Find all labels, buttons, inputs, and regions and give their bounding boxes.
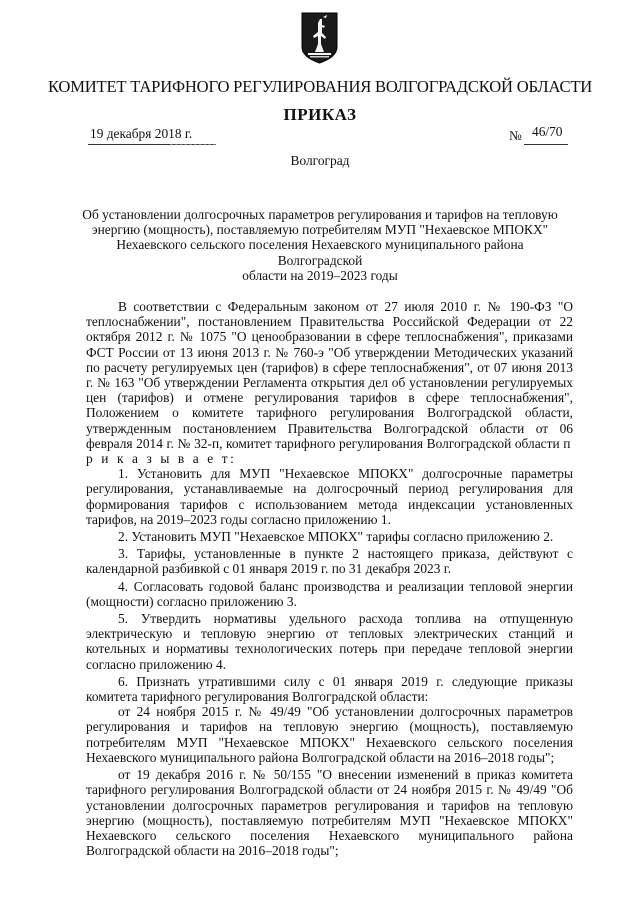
city: Волгоград bbox=[290, 153, 350, 168]
number-label: № bbox=[509, 128, 522, 143]
preamble-paragraph bbox=[86, 299, 573, 466]
subject-line: Нехаевского сельского поселения Нехаевского муниципального района Волгоградской bbox=[116, 237, 524, 268]
item-paragraph: 2. Установить МУП "Нехаевское МПОКХ" тарифы согласно приложению 2. bbox=[118, 529, 554, 545]
document-type-title: ПРИКАЗ bbox=[283, 105, 357, 124]
item-paragraph: 4. Согласовать годовой баланс производства и реализации тепловой энергии (мощности) согласно приложению 3. bbox=[86, 578, 573, 609]
number-underline bbox=[524, 144, 568, 145]
item-paragraph: 3. Тарифы, установленные в пункте 2 настоящего приказа, действуют с календарной разбивкой с 01 января 2019 г. по 31 декабря 2023 г. bbox=[86, 546, 573, 577]
order-number: 46/70 bbox=[532, 124, 563, 139]
order-subject bbox=[75, 207, 565, 283]
organization-title: КОМИТЕТ ТАРИФНОГО РЕГУЛИРОВАНИЯ ВОЛГОГРАДСКОЙ ОБЛАСТИ bbox=[47, 77, 593, 96]
date-underline-dashed bbox=[170, 144, 216, 145]
decree-word: п р и к а з ы в а е т: bbox=[86, 435, 573, 467]
item-paragraph: от 24 ноября 2015 г. № 49/49 "Об установлении долгосрочных параметров регулирования и тарифов на тепловую энергию (мощность), поставляемую потребителям МУП "Нехаевское МПОКХ" Нехаевского сельского поселения Нехаевского муниципального района Волгоградской области на 2016–2018 годы"; bbox=[86, 704, 573, 765]
subject-line: области на 2019–2023 годы bbox=[242, 267, 398, 283]
subject-line: Об установлении долгосрочных параметров регулирования и тарифов на тепловую bbox=[82, 207, 558, 222]
subject-line: энергию (мощность), поставляемую потребителям МУП "Нехаевское МПОКХ" bbox=[91, 222, 549, 238]
item-paragraph: от 19 декабря 2016 г. № 50/155 "О внесении изменений в приказ комитета тарифного регулирования Волгоградской области от 24 ноября 2015 г. № 49/49 "Об установлении долгосрочных параметров регулирования и тарифов на тепловую энергию (мощность), поставляемую потребителям МУП "Нехаевское МПОКХ" Нехаевского сельского поселения Нехаевского муниципального района Волгоградской области на 2016–2018 годы"; bbox=[86, 767, 573, 859]
item-paragraph: 5. Утвердить нормативы удельного расхода топлива на отпущенную электрическую и тепловую энергию от тепловых электрических станций и котельных и нормативы технологических потерь при передаче тепловой энергии согласно приложению 4. bbox=[86, 611, 573, 672]
volgograd-emblem-icon bbox=[300, 11, 339, 65]
preamble-text: В соответствии с Федеральным законом от 27 июля 2010 г. № 190-ФЗ "О теплоснабжении", постановлением Правительства Российской Федерации от 22 октября 2012 г. № 1075 "О ценообразовании в сфере теплоснабжения", приказами ФСТ России от 13 июня 2013 г. № 760-э "Об утверждении Методических указаний по расчету регулируемых цен (тарифов) в сфере теплоснабжения", от 07 июня 2013 г. № 163 "Об утверждении Регламента открытия дел об установлении регулируемых цен (тарифов) и отмене регулирования тарифов в сфере теплоснабжения", Положением о комитете тарифного регулирования Волгоградской области, утвержденным постановлением Правительства Волгоградской области от 06 февраля 2014 г. № 32-п, комитет тарифного регулирования Волгоградской области bbox=[86, 299, 573, 451]
order-date: 19 декабря 2018 г. bbox=[90, 126, 193, 141]
order-body bbox=[86, 299, 573, 858]
item-paragraph: 1. Установить для МУП "Нехаевское МПОКХ" долгосрочные параметры регулирования, устанавливаемые на долгосрочный период регулирования для формирования тарифов с использованием метода индексации установленных тарифов, на 2019–2023 годы согласно приложению 1. bbox=[86, 466, 573, 527]
item-paragraph: 6. Признать утратившими силу с 01 января 2019 г. следующие приказы комитета тарифного регулирования Волгоградской области: bbox=[86, 673, 573, 705]
